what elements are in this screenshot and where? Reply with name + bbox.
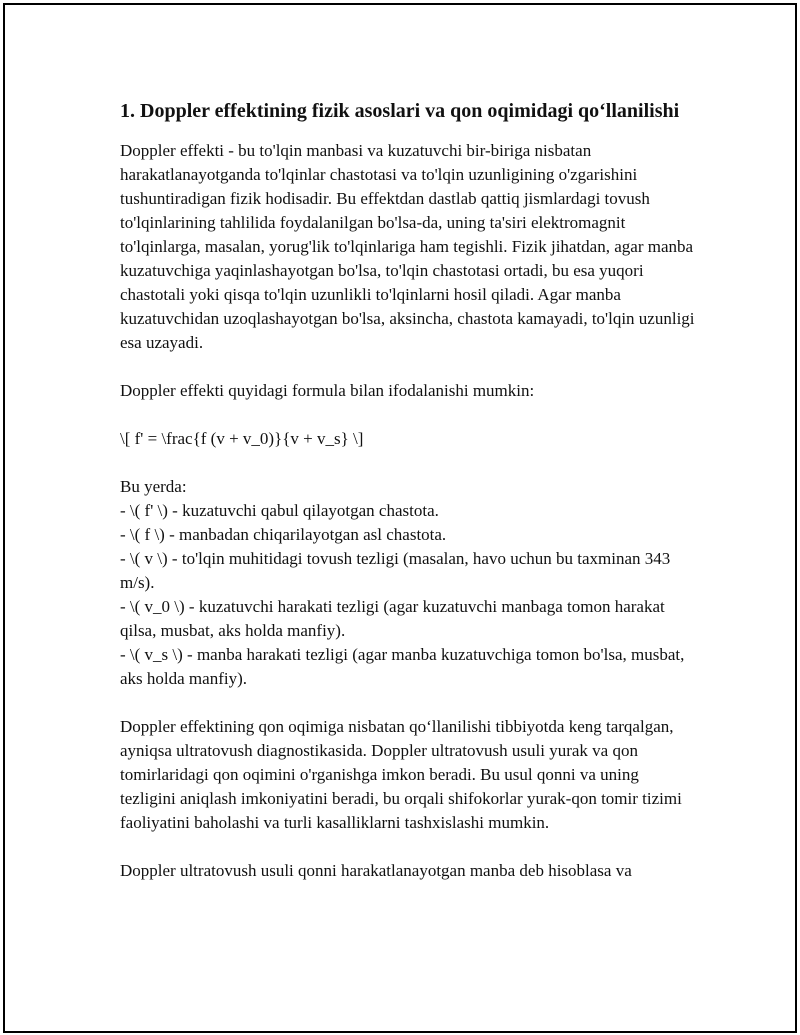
paragraph-ultrasound: Doppler ultratovush usuli qonni harakatlanayotgan manba deb hisoblasa va <box>120 861 632 880</box>
where-label: Bu yerda: <box>120 477 187 496</box>
paragraph-formula-intro: Doppler effekti quyidagi formula bilan ifodalanishi mumkin: <box>120 381 535 400</box>
paragraph-intro: Doppler effekti - bu to'lqin manbasi va kuzatuvchi bir-biriga nisbatan harakatlanayotganda to'lqinlar chastotasi va to'lqin uzunligining o'zgarishini tushuntiradigan fizik hodisadir. Bu effektdan dastlab qattiq jismlardagi tovush to'lqinlarining tahlilida foydalanilgan bo'lsa-da, uning ta'siri elektromagnit to'lqinlarga, masalan, yorug'lik to'lqinlariga ham tegishli. Fizik jihatdan, agar manba kuzatuvchiga yaqinlashayotgan bo'lsa, to'lqin chastotasi ortadi, bu esa yuqori chastotali yoki qisqa to'lqin uzunlikli to'lqinlarni hosil qiladi. Agar manba kuzatuvchidan uzoqlashayotgan bo'lsa, aksincha, chastota kamayadi, to'lqin uzunligi esa uzayadi. <box>120 141 695 352</box>
definition-item: - \( f \) - manbadan chiqarilayotgan asl chastota. <box>120 525 447 544</box>
document-content <box>120 98 695 883</box>
paragraph-medical: Doppler effektining qon oqimiga nisbatan qo‘llanilishi tibbiyotda keng tarqalgan, ayniqsa ultratovush diagnostikasida. Doppler ultratovush usuli yurak va qon tomirlaridagi qon oqimini o'rganishga imkon beradi. Bu usul qonni va uning tezligini aniqlash imkoniyatini beradi, bu orqali shifokorlar yurak-qon tomir tizimi faoliyatini baholashi va turli kasalliklarni tashxislashi mumkin. <box>120 717 682 832</box>
section-heading: 1. Doppler effektining fizik asoslari va qon oqimidagi qo‘llanilishi <box>120 100 680 122</box>
definition-item: - \( v \) - to'lqin muhitidagi tovush tezligi (masalan, havo uchun bu taxminan 343 m/s). <box>120 549 671 592</box>
document-page <box>3 3 797 1033</box>
formula: \[ f' = \frac{f (v + v_0)}{v + v_s} \] <box>120 429 364 448</box>
definition-item: - \( f' \) - kuzatuvchi qabul qilayotgan chastota. <box>120 501 439 520</box>
definition-item: - \( v_s \) - manba harakati tezligi (agar manba kuzatuvchiga tomon bo'lsa, musbat, aks holda manfiy). <box>120 645 685 688</box>
definition-item: - \( v_0 \) - kuzatuvchi harakati tezligi (agar kuzatuvchi manbaga tomon harakat qilsa, musbat, aks holda manfiy). <box>120 597 665 640</box>
definition-list <box>120 499 695 691</box>
